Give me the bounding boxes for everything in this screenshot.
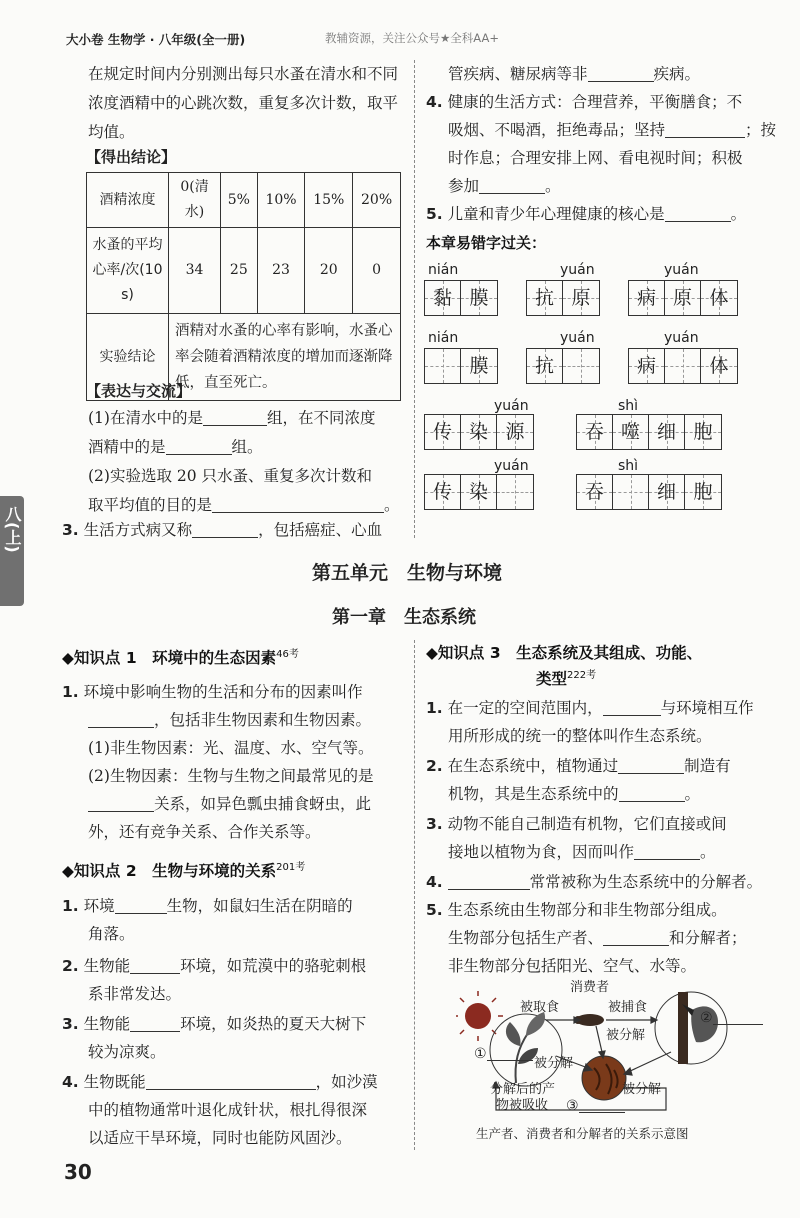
diagram-label-absorbed-2: 物被吸收 bbox=[496, 1098, 549, 1113]
char: 染 bbox=[468, 481, 488, 503]
table-row bbox=[87, 173, 401, 228]
text: 。 bbox=[730, 205, 747, 223]
answer-blank[interactable] bbox=[487, 1047, 533, 1061]
text: 生态系统由生物部分和非生物部分组成。 bbox=[447, 901, 727, 919]
kp3-item4 bbox=[426, 868, 762, 897]
char: 膜 bbox=[469, 287, 489, 309]
text: 。 bbox=[384, 496, 400, 514]
diagram-caption: 生产者、消费者和分解者的关系示意图 bbox=[476, 1126, 689, 1141]
text: 和分解者； bbox=[669, 929, 747, 947]
table-cell: 5% bbox=[221, 173, 258, 228]
side-tab bbox=[0, 496, 24, 606]
char-grid bbox=[424, 414, 534, 450]
right-line-a bbox=[448, 60, 700, 89]
pinyin-label: yuán bbox=[664, 262, 699, 278]
pinyin-label: shì bbox=[618, 398, 639, 414]
item-number: 4. bbox=[426, 93, 443, 111]
table-cell: 10% bbox=[257, 173, 305, 228]
diagram-label-decomposed-a: 被分解 bbox=[534, 1056, 574, 1071]
item-number: 3. bbox=[426, 815, 443, 833]
side-tab-label: 八(上) bbox=[3, 506, 22, 553]
kp3-item5-line2 bbox=[448, 924, 747, 953]
answer-blank[interactable] bbox=[448, 872, 530, 890]
char-cell[interactable] bbox=[497, 475, 533, 509]
table-row bbox=[87, 228, 401, 314]
text: 吸烟、不喝酒，拒绝毒品；坚持 bbox=[448, 121, 666, 139]
char: 原 bbox=[672, 287, 692, 309]
char: 源 bbox=[505, 421, 525, 443]
pinyin-label: nián bbox=[428, 262, 459, 278]
kp1-sub2-line1: (2)生物因素：生物与生物之间最常见的是 bbox=[88, 767, 374, 785]
question-1b bbox=[88, 433, 263, 462]
kp3-item2 bbox=[426, 752, 731, 781]
question-2-line1: (2)实验选取 20 只水蚤、重复多次计数和 bbox=[88, 467, 373, 485]
char: 抗 bbox=[534, 355, 554, 377]
char: 抗 bbox=[534, 287, 554, 309]
experiment-table bbox=[86, 172, 401, 401]
kp2-item4 bbox=[62, 1068, 378, 1097]
char-cell bbox=[577, 415, 613, 449]
text: 生物部分包括生产者、 bbox=[448, 929, 604, 947]
answer-blank[interactable] bbox=[166, 437, 232, 455]
char-cell[interactable] bbox=[665, 349, 701, 383]
char-cell bbox=[577, 475, 613, 509]
kp2-item3 bbox=[62, 1010, 366, 1039]
char: 原 bbox=[571, 287, 591, 309]
table-cell: 0 bbox=[353, 228, 401, 314]
char: 病 bbox=[636, 287, 656, 309]
char-cell[interactable] bbox=[613, 475, 649, 509]
kp2-item1-line2: 角落。 bbox=[88, 925, 135, 943]
char-cell bbox=[701, 349, 737, 383]
char: 体 bbox=[709, 287, 729, 309]
kp3-title-line1: ◆知识点 3 生态系统及其组成、功能、 bbox=[426, 644, 703, 662]
diagram-label-eaten: 被取食 bbox=[520, 1000, 560, 1015]
answer-blank[interactable] bbox=[634, 842, 700, 860]
kp1-title bbox=[62, 645, 299, 668]
answer-blank[interactable] bbox=[212, 495, 384, 513]
diagram-mark-1 bbox=[474, 1046, 533, 1062]
text: 酒精中的是 bbox=[88, 438, 166, 456]
char: 吞 bbox=[584, 421, 604, 443]
item-number: 1. bbox=[426, 699, 443, 717]
table-cell: 实验结论 bbox=[87, 314, 169, 401]
char: 吞 bbox=[584, 481, 604, 503]
item-number: 5. bbox=[426, 901, 443, 919]
char-grid bbox=[628, 280, 738, 316]
diagram-mark-3 bbox=[566, 1098, 625, 1114]
diagram-label-decomposed-b: 被分解 bbox=[606, 1028, 646, 1043]
kp1-sub1: (1)非生物因素：光、温度、水、空气等。 bbox=[88, 739, 374, 757]
char-grid bbox=[576, 414, 722, 450]
kp2-item2-line2: 系非常发达。 bbox=[88, 985, 182, 1003]
text: 。 bbox=[545, 177, 561, 195]
text: ，如沙漠 bbox=[315, 1073, 378, 1091]
table-cell: 20% bbox=[353, 173, 401, 228]
answer-blank[interactable] bbox=[192, 520, 258, 538]
right-item-4-line3: 时作息；合理安排上网、看电视时间；积极 bbox=[448, 149, 743, 167]
text: ，包括癌症、心血 bbox=[258, 521, 383, 539]
text: 关系，如异色瓢虫捕食蚜虫，此 bbox=[154, 795, 372, 813]
expression-heading: 【表达与交流】 bbox=[86, 382, 192, 400]
item-number: 4. bbox=[426, 873, 443, 891]
answer-blank[interactable] bbox=[603, 928, 669, 946]
answer-blank[interactable] bbox=[479, 176, 545, 194]
char-cell[interactable] bbox=[563, 349, 599, 383]
char-cell bbox=[563, 281, 599, 315]
char-cell bbox=[461, 349, 497, 383]
bird-icon bbox=[655, 992, 727, 1064]
item-number: 3. bbox=[62, 1015, 79, 1033]
char-cell bbox=[685, 475, 721, 509]
text: 类型 bbox=[536, 670, 568, 689]
answer-blank[interactable] bbox=[203, 408, 267, 426]
item-number: 2. bbox=[426, 757, 443, 775]
book-title: 大小卷 生物学 · 八年级(全一册) bbox=[66, 32, 246, 47]
chapter-title: 第一章 生态系统 bbox=[332, 607, 476, 628]
char-cell bbox=[461, 281, 497, 315]
diagram-mark-2 bbox=[700, 1010, 763, 1026]
table-cell: 15% bbox=[305, 173, 353, 228]
text: 。 bbox=[700, 843, 716, 861]
kp3-item2-line2 bbox=[448, 780, 700, 809]
char-cell bbox=[527, 281, 563, 315]
sun-icon bbox=[456, 991, 503, 1041]
kp3-title-line2 bbox=[536, 666, 596, 689]
table-cell: 0(清水) bbox=[169, 173, 221, 228]
text: 常常被称为生态系统中的分解者。 bbox=[529, 873, 763, 891]
kp1-item1-line1 bbox=[62, 678, 363, 707]
watermark: 教辅资源，关注公众号★全科AA+ bbox=[325, 31, 499, 45]
char-grid bbox=[424, 474, 534, 510]
text: 组。 bbox=[231, 438, 263, 456]
text: 动物不能自己制造有机物，它们直接或间 bbox=[447, 815, 727, 833]
answer-blank[interactable] bbox=[130, 1014, 180, 1032]
text: (1)在清水中的是 bbox=[88, 409, 203, 427]
char-grid bbox=[526, 280, 600, 316]
answer-blank[interactable] bbox=[619, 784, 685, 802]
char: 传 bbox=[432, 481, 452, 503]
char-grid bbox=[628, 348, 738, 384]
question-1a bbox=[88, 404, 375, 433]
exam-count: 222考 bbox=[567, 670, 597, 681]
char: 细 bbox=[656, 481, 676, 503]
table-cell: 34 bbox=[169, 228, 221, 314]
item-number: 1. bbox=[62, 683, 79, 701]
item-number: 2. bbox=[62, 957, 79, 975]
item-number: 5. bbox=[426, 205, 443, 223]
text: 儿童和青少年心理健康的核心是 bbox=[447, 205, 665, 223]
table-cell: 水蚤的平均心率/次(10 s) bbox=[87, 228, 169, 314]
kp3-item3 bbox=[426, 810, 727, 839]
char: 胞 bbox=[693, 421, 713, 443]
mark: ② bbox=[700, 1010, 713, 1026]
text: 生活方式病又称 bbox=[83, 521, 193, 539]
right-item-4-line2 bbox=[448, 116, 776, 145]
text: 管疾病、糖尿病等非 bbox=[448, 65, 588, 83]
text: 环境中影响生物的生活和分布的因素叫作 bbox=[83, 683, 363, 701]
kp2-item2 bbox=[62, 952, 366, 981]
char: 病 bbox=[636, 355, 656, 377]
diagram-label-absorbed-1: 分解后的产 bbox=[490, 1082, 556, 1097]
answer-blank[interactable] bbox=[713, 1011, 763, 1025]
page-number: 30 bbox=[64, 1160, 92, 1184]
answer-blank[interactable] bbox=[603, 698, 661, 716]
text: ◆知识点 1 环境中的生态因素 bbox=[62, 649, 277, 668]
exam-count: 201考 bbox=[276, 862, 306, 873]
char-cell bbox=[461, 415, 497, 449]
text: 健康的生活方式：合理营养，平衡膳食；不 bbox=[447, 93, 743, 111]
char-grid bbox=[576, 474, 722, 510]
char: 体 bbox=[709, 355, 729, 377]
char-cell bbox=[629, 349, 665, 383]
text: ；按 bbox=[745, 121, 777, 139]
kp1-sub2-line3: 外，还有竞争关系、合作关系等。 bbox=[88, 823, 321, 841]
text: 。 bbox=[684, 785, 701, 803]
char-grid bbox=[526, 348, 600, 384]
char-cell bbox=[629, 281, 665, 315]
kp3-item1 bbox=[426, 694, 754, 723]
text: 生物能 bbox=[83, 957, 131, 975]
right-item-4-line4 bbox=[448, 172, 561, 201]
char-cell bbox=[665, 281, 701, 315]
text: 机物，其是生态系统中的 bbox=[448, 785, 619, 803]
pinyin-label: shì bbox=[618, 458, 639, 474]
char: 胞 bbox=[693, 481, 713, 503]
kp2-item3-line2: 较为凉爽。 bbox=[88, 1043, 166, 1061]
table-cell: 酒精浓度 bbox=[87, 173, 169, 228]
char-cell bbox=[461, 475, 497, 509]
char-cell bbox=[425, 415, 461, 449]
conclusion-heading: 【得出结论】 bbox=[86, 148, 177, 166]
exam-count: 46考 bbox=[276, 649, 299, 660]
char-grid bbox=[424, 348, 498, 384]
item-number: 4. bbox=[62, 1073, 79, 1091]
text: 疾病。 bbox=[653, 65, 701, 83]
diagram-label-preyed: 被捕食 bbox=[608, 1000, 648, 1015]
text: 在生态系统中，植物通过 bbox=[447, 757, 619, 775]
kp2-title bbox=[62, 858, 305, 881]
column-divider bbox=[414, 640, 415, 1150]
answer-blank[interactable] bbox=[115, 896, 167, 914]
table-cell: 25 bbox=[221, 228, 258, 314]
kp3-item5 bbox=[426, 896, 727, 925]
kp2-item4-line3: 以适应干旱环境，同时也能防风固沙。 bbox=[88, 1129, 352, 1147]
char-grid bbox=[424, 280, 498, 316]
char: 膜 bbox=[469, 355, 489, 377]
answer-blank[interactable] bbox=[588, 64, 654, 82]
char-cell bbox=[649, 415, 685, 449]
char-cell bbox=[425, 475, 461, 509]
char: 传 bbox=[432, 421, 452, 443]
text: 接地以植物为食，因而叫作 bbox=[448, 843, 635, 861]
answer-blank[interactable] bbox=[579, 1099, 625, 1113]
char-cell bbox=[685, 415, 721, 449]
text: 生物能 bbox=[83, 1015, 131, 1033]
answer-blank[interactable] bbox=[146, 1072, 316, 1090]
text: ◆知识点 2 生物与环境的关系 bbox=[62, 862, 277, 881]
item-number: 3. bbox=[62, 521, 79, 539]
errors-heading: 本章易错字过关： bbox=[426, 234, 547, 252]
answer-blank[interactable] bbox=[130, 956, 180, 974]
char-cell bbox=[497, 415, 533, 449]
text: 生物既能 bbox=[83, 1073, 146, 1091]
mark: ① bbox=[474, 1046, 487, 1062]
text: 在一定的空间范围内， bbox=[447, 699, 603, 717]
table-cell: 20 bbox=[305, 228, 353, 314]
right-item-4-line1 bbox=[426, 88, 742, 117]
pinyin-label: yuán bbox=[560, 330, 595, 346]
diagram-label-consumer: 消费者 bbox=[570, 980, 610, 995]
char-cell bbox=[649, 475, 685, 509]
mark: ③ bbox=[566, 1098, 579, 1114]
kp3-item5-line3: 非生物部分包括阳光、空气、水等。 bbox=[448, 957, 697, 975]
char: 染 bbox=[468, 421, 488, 443]
text: 制造有 bbox=[684, 757, 731, 775]
kp1-item1-line2 bbox=[88, 706, 371, 735]
kp2-item4-line2: 中的植物通常叶退化成针状，根扎得很深 bbox=[88, 1101, 368, 1119]
text: 生物，如鼠妇生活在阴暗的 bbox=[166, 897, 353, 915]
decomposer-icon bbox=[582, 1056, 626, 1100]
pinyin-label: nián bbox=[428, 330, 459, 346]
kp1-sub2-line2 bbox=[88, 790, 371, 819]
pinyin-label: yuán bbox=[560, 262, 595, 278]
pinyin-label: yuán bbox=[494, 398, 529, 414]
pinyin-label: yuán bbox=[494, 458, 529, 474]
answer-blank[interactable] bbox=[88, 794, 154, 812]
diagram-label-decomposed-c: 被分解 bbox=[622, 1082, 662, 1097]
table-cell: 23 bbox=[257, 228, 305, 314]
text: 环境，如荒漠中的骆驼刺根 bbox=[180, 957, 367, 975]
unit-title: 第五单元 生物与环境 bbox=[312, 562, 503, 584]
answer-blank[interactable] bbox=[665, 120, 745, 138]
item-number: 1. bbox=[62, 897, 79, 915]
char-cell bbox=[425, 281, 461, 315]
char: 黏 bbox=[432, 287, 452, 309]
text: 取平均值的目的是 bbox=[88, 496, 213, 514]
char-cell bbox=[613, 415, 649, 449]
char-cell bbox=[701, 281, 737, 315]
kp3-item1-line2: 用所形成的统一的整体叫作生态系统。 bbox=[448, 727, 712, 745]
char-cell bbox=[527, 349, 563, 383]
text: 与环境相互作 bbox=[660, 699, 754, 717]
item-3 bbox=[62, 516, 382, 545]
column-divider bbox=[414, 60, 415, 538]
pinyin-label: yuán bbox=[664, 330, 699, 346]
text: ，包括非生物因素和生物因素。 bbox=[154, 711, 372, 729]
answer-blank[interactable] bbox=[88, 710, 154, 728]
text: 环境 bbox=[83, 897, 115, 915]
intro-text: 在规定时间内分别测出每只水蚤在清水和不同浓度酒精中的心跳次数，重复多次计数，取平均值。 bbox=[88, 65, 399, 141]
answer-blank[interactable] bbox=[618, 756, 684, 774]
char: 噬 bbox=[620, 421, 640, 443]
text: 环境，如炎热的夏天大树下 bbox=[180, 1015, 367, 1033]
char-cell[interactable] bbox=[425, 349, 461, 383]
kp2-item1 bbox=[62, 892, 353, 921]
text: 组，在不同浓度 bbox=[266, 409, 376, 427]
table-cell: 酒精对水蚤的心率有影响，水蚤心率会随着酒精浓度的增加而逐渐降低，直至死亡。 bbox=[169, 314, 401, 401]
answer-blank[interactable] bbox=[665, 204, 731, 222]
text: 参加 bbox=[448, 177, 480, 195]
kp3-item3-line2 bbox=[448, 838, 716, 867]
char: 细 bbox=[656, 421, 676, 443]
right-item-5 bbox=[426, 200, 746, 229]
